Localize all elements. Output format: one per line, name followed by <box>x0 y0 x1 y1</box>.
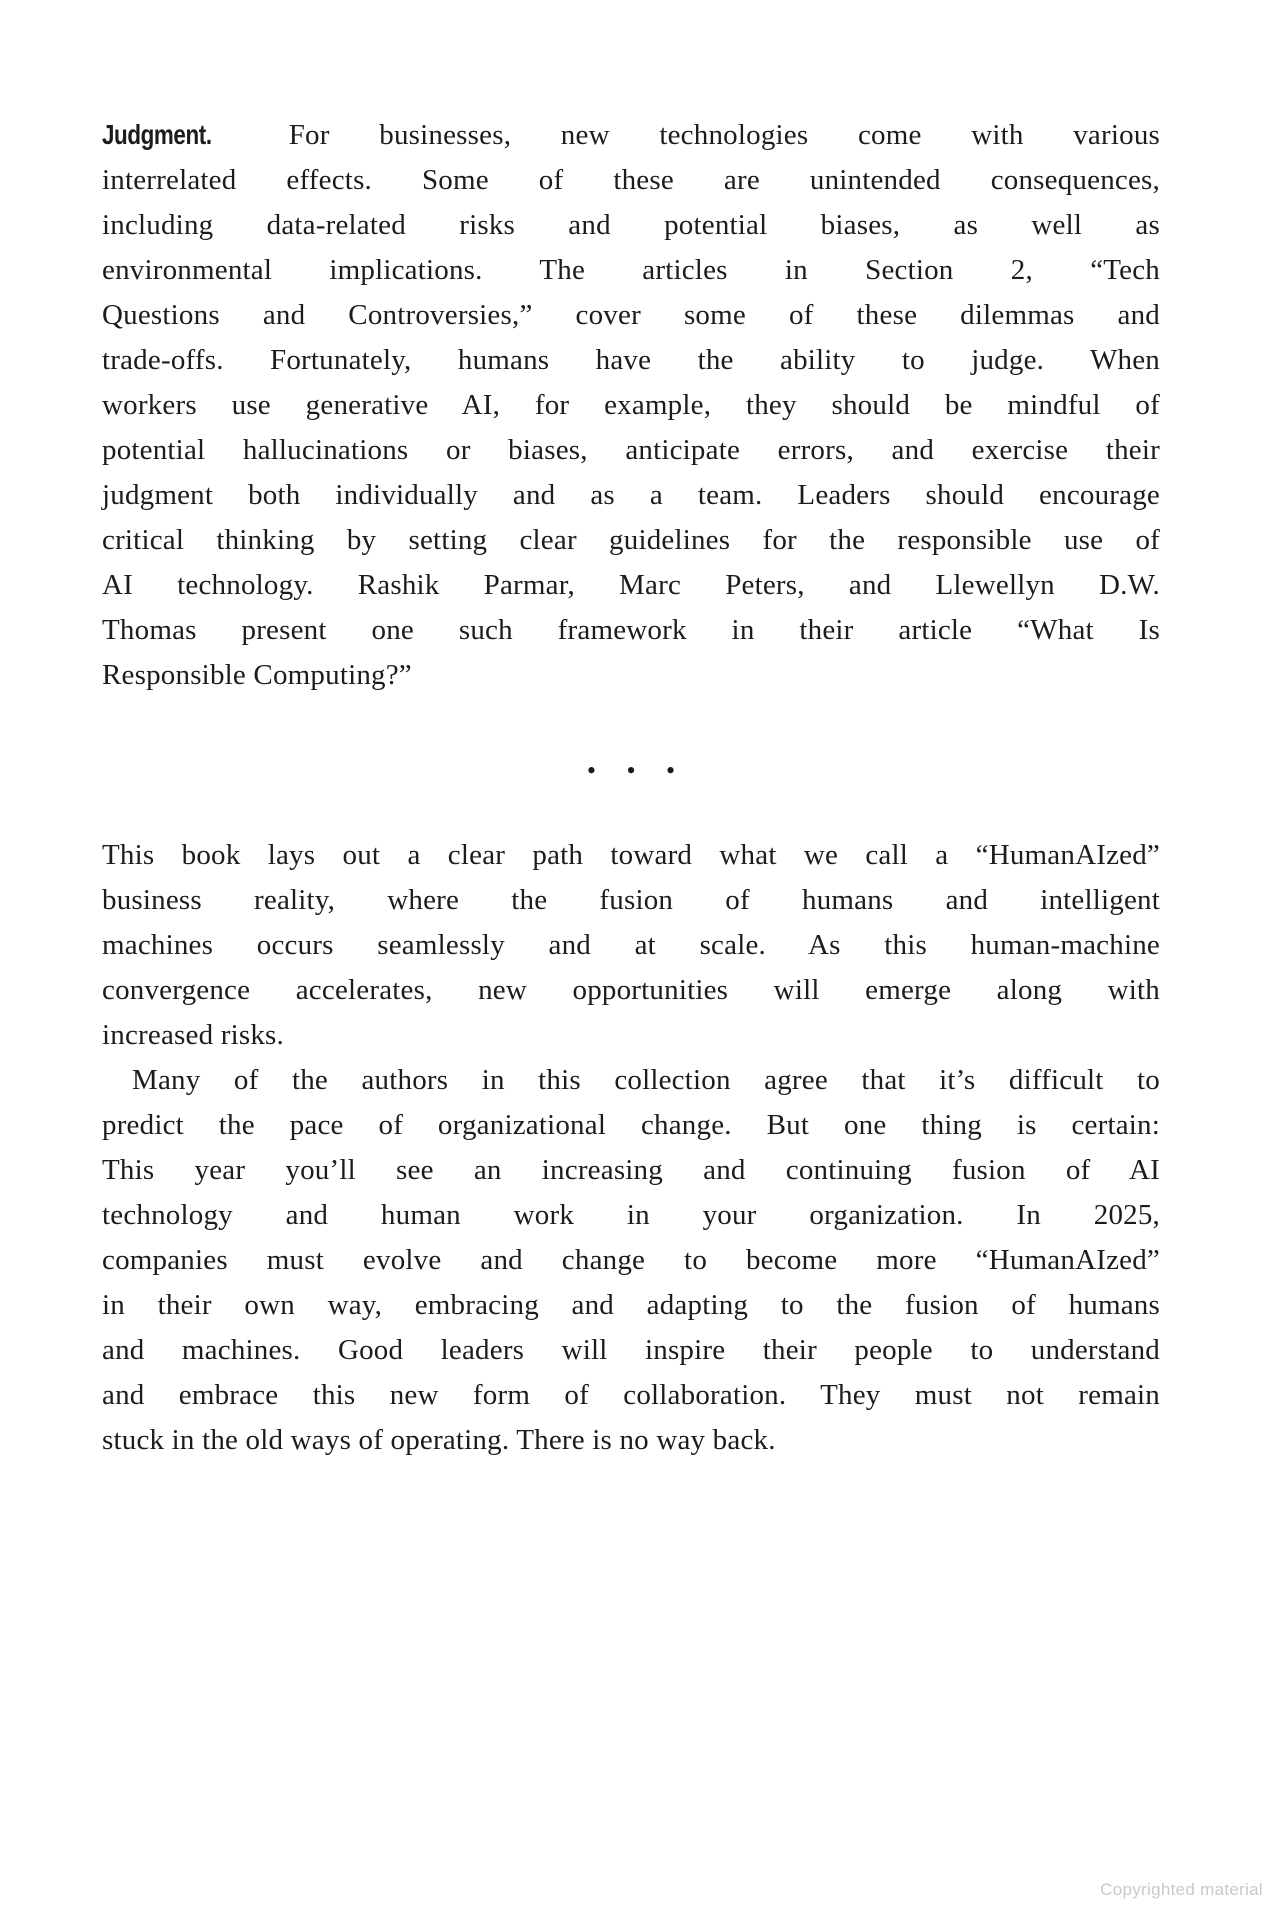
text-line: stuck in the old ways of operating. There is no way back. <box>102 1424 776 1456</box>
text-line: and embrace this new form of collaboration. They must not remain <box>102 1379 1160 1411</box>
text-line: Questions and Controversies,” cover some of these dilemmas and <box>102 299 1160 331</box>
text-line: workers use generative AI, for example, they should be mindful of <box>102 389 1160 421</box>
text-line: environmental implications. The articles in Section 2, “Tech <box>102 254 1160 286</box>
text-line: Thomas present one such framework in their article “What Is <box>102 614 1160 646</box>
text-line: This book lays out a clear path toward what we call a “HumanAIzed” <box>102 839 1160 871</box>
text-line: critical thinking by setting clear guidelines for the responsible use of <box>102 524 1160 556</box>
humanaized-paragraph <box>102 833 1160 1058</box>
text-line: trade-offs. Fortunately, humans have the ability to judge. When <box>102 344 1160 376</box>
text-line: business reality, where the fusion of humans and intelligent <box>102 884 1160 916</box>
text-line: This year you’ll see an increasing and continuing fusion of AI <box>102 1154 1160 1186</box>
text-line: companies must evolve and change to become more “HumanAIzed” <box>102 1244 1160 1276</box>
text-line: Responsible Computing?” <box>102 659 412 691</box>
text-line <box>102 112 1160 158</box>
text-line: including data-related risks and potential biases, as well as <box>102 209 1160 241</box>
judgment-run-in-heading: Judgment. <box>102 119 212 150</box>
text-span: For businesses, new technologies come with various <box>288 119 1161 151</box>
text-line: predict the pace of organizational change. But one thing is certain: <box>102 1109 1160 1141</box>
copyright-notice: Copyrighted material <box>1100 1880 1263 1899</box>
authors-paragraph <box>102 1058 1160 1463</box>
section-break: • • • <box>586 756 676 785</box>
text-line: AI technology. Rashik Parmar, Marc Peters, and Llewellyn D.W. <box>102 569 1160 601</box>
text-line: machines occurs seamlessly and at scale. As this human-machine <box>102 929 1160 961</box>
text-line: in their own way, embracing and adapting to the fusion of humans <box>102 1289 1160 1321</box>
text-line: increased risks. <box>102 1019 284 1051</box>
text-line: and machines. Good leaders will inspire their people to understand <box>102 1334 1160 1366</box>
judgment-paragraph <box>102 112 1160 698</box>
text-line: technology and human work in your organization. In 2025, <box>102 1199 1160 1231</box>
page-text <box>102 112 1160 1463</box>
text-line: convergence accelerates, new opportunities will emerge along with <box>102 974 1160 1006</box>
text-line: judgment both individually and as a team. Leaders should encourage <box>102 479 1160 511</box>
text-line: interrelated effects. Some of these are unintended consequences, <box>102 164 1160 196</box>
text-line: potential hallucinations or biases, anticipate errors, and exercise their <box>102 434 1160 466</box>
text-line: Many of the authors in this collection agree that it’s difficult to <box>132 1064 1160 1096</box>
